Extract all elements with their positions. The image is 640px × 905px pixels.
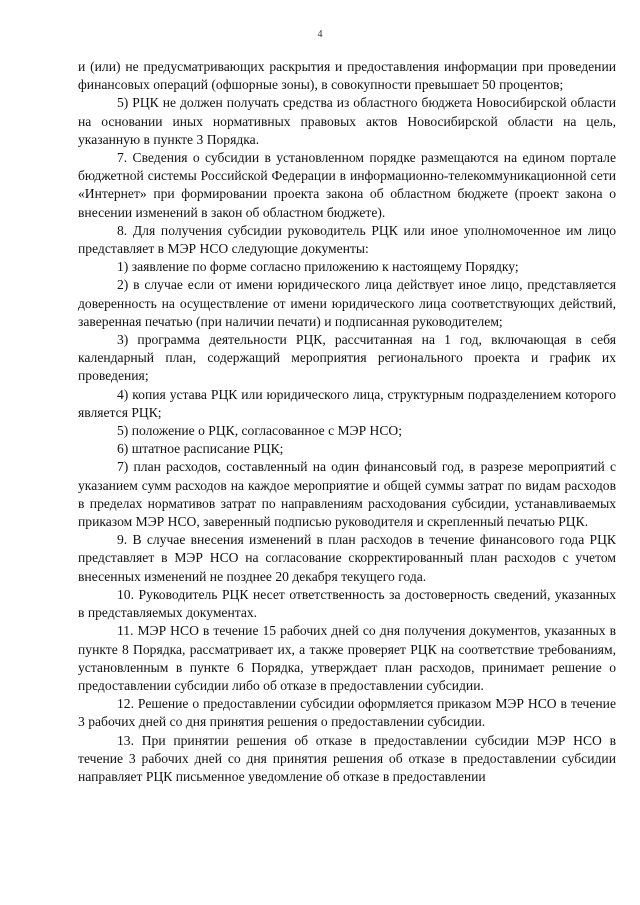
paragraph-11: 11. МЭР НСО в течение 15 рабочих дней со дня получения документов, указанных в пункте 8 Порядка, рассматривает их, а также проверяет РЦК на соответствие требованиям, установленным в пункте 6 Порядка, утверждает план расходов, принимает решение о предоставлении субсидии либо об отказе в предоставлении субсидии.	[78, 623, 616, 693]
paragraph-9: 9. В случае внесения изменений в план расходов в течение финансового года РЦК представляет в МЭР НСО на согласование скорректированный план расходов с учетом внесенных изменений не позднее 20 декабря текущего года.	[78, 532, 616, 584]
paragraph-8-item-1: 1) заявление по форме согласно приложению к настоящему Порядку;	[117, 259, 519, 275]
paragraph-7: 7. Сведения о субсидии в установленном порядке размещаются на едином портале бюджетной системы Российской Федерации в информационно-телекоммуникационной сети «Интернет» при формировании проекта закона об областном бюджете (проект закона о внесении изменений в закон об областном бюджете).	[78, 150, 616, 220]
paragraph-8-item-2: 2) в случае если от имени юридического лица действует иное лицо, представляется доверенность на осуществление от имени юридического лица соответствующих действий, заверенная печатью (при наличии печати) и подписанная руководителем;	[78, 277, 616, 329]
paragraph-8-item-6: 6) штатное расписание РЦК;	[117, 441, 284, 457]
document-body	[78, 58, 616, 786]
paragraph-8-item-5: 5) положение о РЦК, согласованное с МЭР НСО;	[117, 423, 403, 439]
page-number: 4	[317, 29, 323, 40]
paragraph-8-item-3: 3) программа деятельности РЦК, рассчитанная на 1 год, включающая в себя календарный план, содержащий мероприятия регионального проекта и график их проведения;	[78, 332, 616, 384]
paragraph-continuation: и (или) не предусматривающих раскрытия и предоставления информации при проведении финансовых операций (офшорные зоны), в совокупности превышает 50 процентов;	[78, 59, 616, 93]
paragraph-8-item-4: 4) копия устава РЦК или юридического лица, структурным подразделением которого является РЦК;	[78, 386, 616, 420]
paragraph-8: 8. Для получения субсидии руководитель РЦК или иное уполномоченное им лицо представляет в МЭР НСО следующие документы:	[78, 222, 616, 257]
paragraph-item-5: 5) РЦК не должен получать средства из областного бюджета Новосибирской области на основании иных нормативных правовых актов Новосибирской области на цель, указанную в пункте 3 Порядка.	[78, 95, 616, 147]
paragraph-12: 12. Решение о предоставлении субсидии оформляется приказом МЭР НСО в течение 3 рабочих дней со дня принятия решения о предоставлении субсидии.	[78, 696, 616, 730]
paragraph-8-item-7: 7) план расходов, составленный на один финансовый год, в разрезе мероприятий с указанием сумм расходов на каждое мероприятие и общей суммы затрат по видам расходов в пределах нормативов затрат по направлениям расходования субсидии, устанавливаемых приказом МЭР НСО, заверенный подписью руководителя и скрепленный печатью РЦК.	[78, 459, 616, 530]
paragraph-13: 13. При принятии решения об отказе в предоставлении субсидии МЭР НСО в течение 3 рабочих дней со дня принятия решения об отказе в предоставлении субсидии направляет РЦК письменное уведомление об отказе в предоставлении	[78, 732, 616, 784]
paragraph-10: 10. Руководитель РЦК несет ответственность за достоверность сведений, указанных в представляемых документах.	[78, 586, 616, 621]
